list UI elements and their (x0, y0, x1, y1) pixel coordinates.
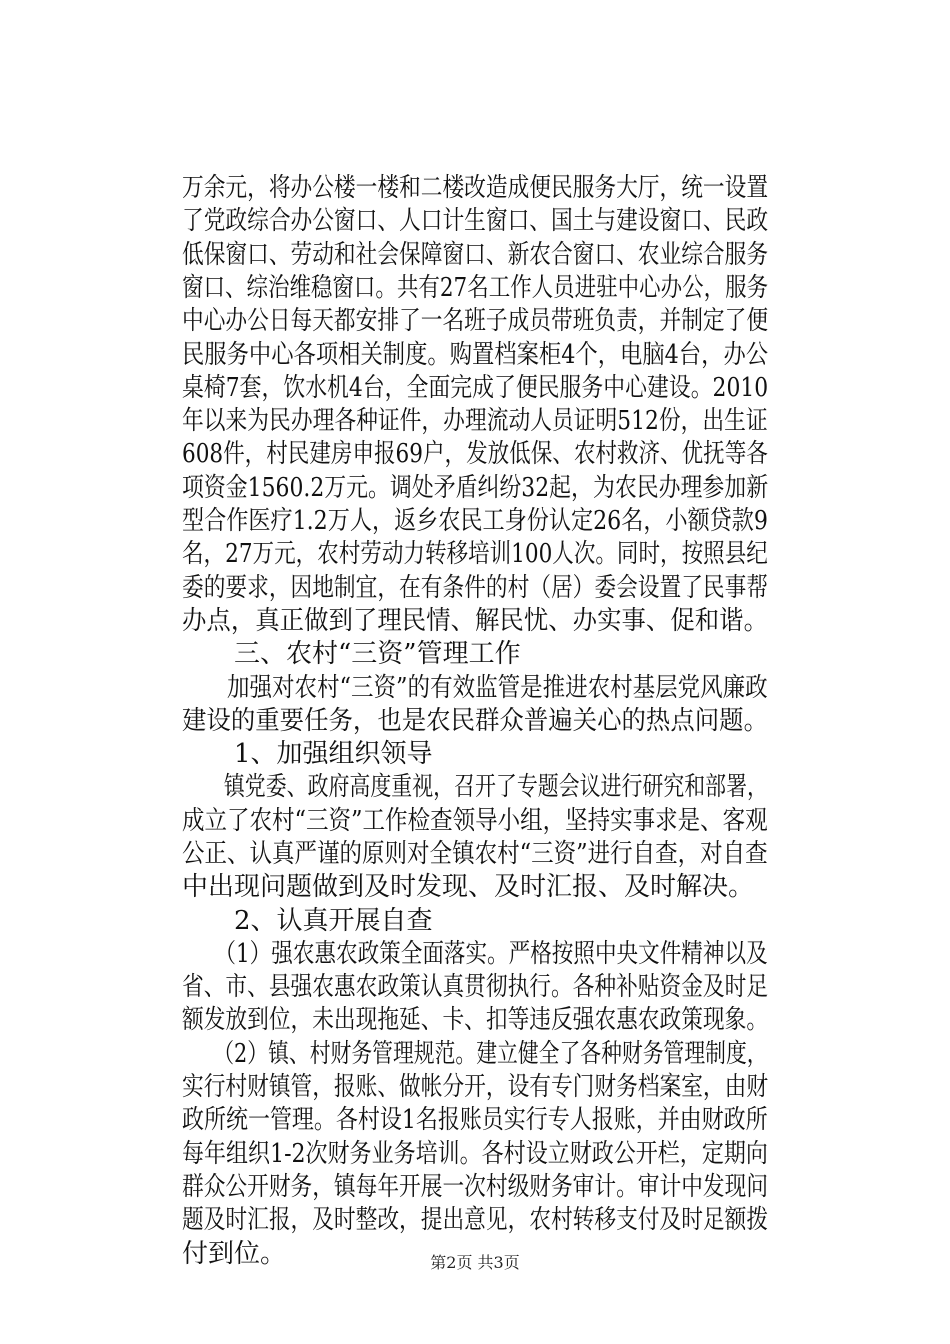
text-line: 民服务中心各项相关制度。购置档案柜4个，电脑4台，办公 (182, 340, 769, 370)
text-line: 型合作医疗1.2万人，返乡农民工身份认定26名，小额贷款9 (182, 506, 768, 536)
text-line: 省、市、县强农惠农政策认真贯彻执行。各种补贴资金及时足 (182, 972, 769, 1002)
text-line: 桌椅7套，饮水机4台，全面完成了便民服务中心建设。2010 (182, 373, 769, 403)
text-line: 中心办公日每天都安排了一名班子成员带班负责，并制定了便 (182, 306, 769, 336)
text-line: 了党政综合办公窗口、人口计生窗口、国土与建设窗口、民政 (182, 206, 769, 236)
text-line: 项资金1560.2万元。调处矛盾纠纷32起，为农民办理参加新 (182, 473, 769, 503)
text-line: 建设的重要任务，也是农民群众普遍关心的热点问题。 (182, 706, 769, 736)
text-line: 办点，真正做到了理民情、解民忧、办实事、促和谐。 (182, 606, 769, 636)
text-line: 三、农村“三资”管理工作 (182, 639, 521, 669)
text-line: 中出现问题做到及时发现、及时汇报、及时解决。 (182, 872, 755, 902)
text-line: 608件，村民建房申报69户，发放低保、农村救济、优抚等各 (182, 439, 768, 469)
text-line: 年以来为民办理各种证件，办理流动人员证明512份，出生证 (182, 406, 768, 436)
text-line: 2、认真开展自查 (182, 906, 433, 936)
text-line: 成立了农村“三资”工作检查领导小组，坚持实事求是、客观 (182, 806, 768, 836)
text-line: 万余元，将办公楼一楼和二楼改造成便民服务大厅，统一设置 (182, 173, 769, 203)
text-line: 额发放到位，未出现拖延、卡、扣等违反强农惠农政策现象。 (182, 1005, 769, 1035)
text-line: （1）强农惠农政策全面落实。严格按照中央文件精神以及 (182, 939, 768, 969)
text-line: 题及时汇报，及时整改，提出意见，农村转移支付及时足额拨 (182, 1205, 769, 1235)
text-line: 每年组织1-2次财务业务培训。各村设立财政公开栏，定期向 (182, 1139, 768, 1169)
text-line: 政所统一管理。各村设1名报账员实行专人报账，并由财政所 (182, 1105, 768, 1135)
text-line: 公正、认真严谨的原则对全镇农村“三资”进行自查，对自查 (182, 839, 768, 869)
text-line: 低保窗口、劳动和社会保障窗口、新农合窗口、农业综合服务 (182, 240, 769, 270)
text-line: 实行村财镇管，报账、做帐分开，设有专门财务档案室，由财 (182, 1072, 769, 1102)
page-footer: 第2页 共3页 (430, 1253, 520, 1272)
text-line: 镇党委、政府高度重视，召开了专题会议进行研究和部署， (182, 772, 768, 802)
text-line: 付到位。 (182, 1239, 287, 1269)
text-line: 名，27万元，农村劳动力转移培训100人次。同时，按照县纪 (182, 539, 768, 569)
text-line: 1、加强组织领导 (182, 739, 433, 769)
text-line: （2）镇、村财务管理规范。建立健全了各种财务管理制度， (182, 1039, 768, 1069)
text-line: 加强对农村“三资”的有效监管是推进农村基层党风廉政 (182, 673, 768, 703)
text-line: 委的要求，因地制宜，在有条件的村（居）委会设置了民事帮 (182, 573, 769, 603)
text-line: 群众公开财务，镇每年开展一次村级财务审计。审计中发现问 (182, 1172, 769, 1202)
text-line: 窗口、综治维稳窗口。共有27名工作人员进驻中心办公，服务 (182, 273, 769, 303)
